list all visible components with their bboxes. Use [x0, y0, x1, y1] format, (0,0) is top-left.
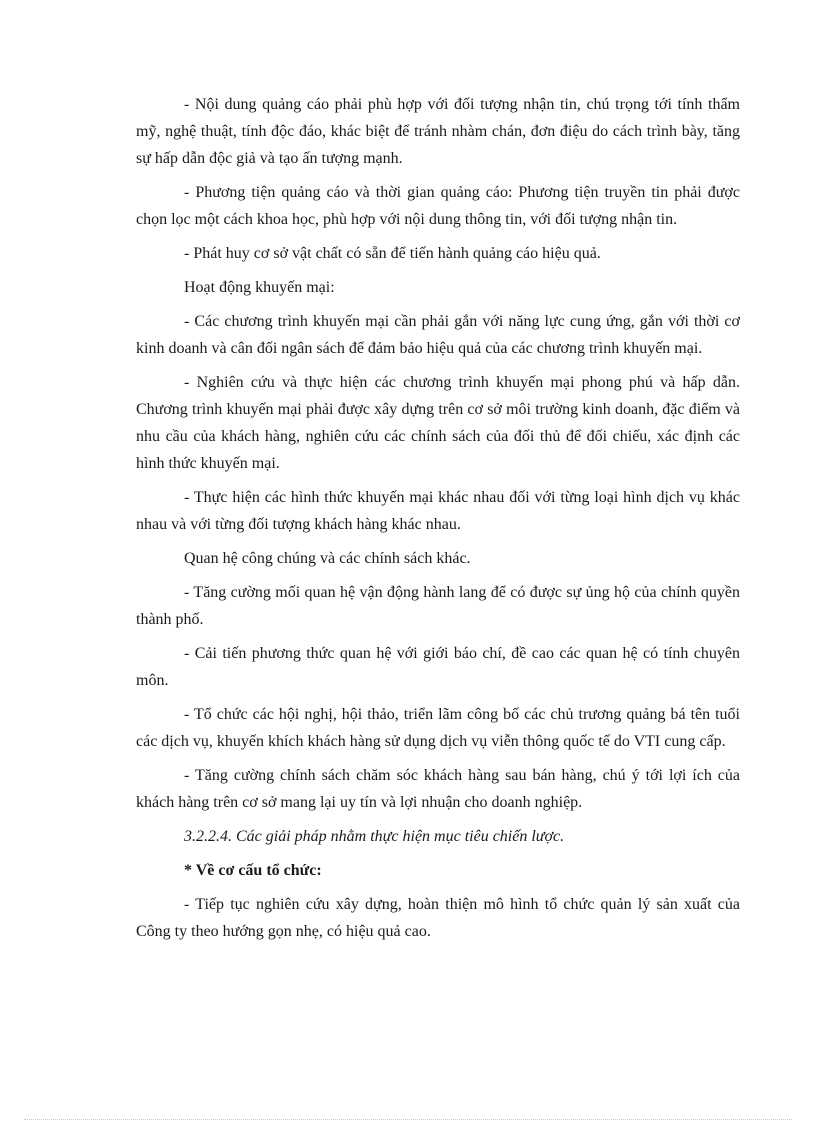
paragraph-promotion-capacity: - Các chương trình khuyến mại cần phải gắn với năng lực cung ứng, gắn với thời cơ kinh doanh và cân đối ngân sách để đảm bảo hiệu quả của các chương trình khuyến mại.: [136, 313, 740, 357]
page-bottom-divider: [24, 1119, 792, 1120]
paragraph-ad-media: - Phương tiện quảng cáo và thời gian quảng cáo: Phương tiện truyền tin phải được chọn lọc một cách khoa học, phù hợp với nội dung thông tin, với đối tượng nhận tin.: [136, 183, 740, 228]
paragraph-ad-content: - Nội dung quảng cáo phải phù hợp với đối tượng nhận tin, chú trọng tới tính thẩm mỹ, nghệ thuật, tính độc đáo, khác biệt để tránh nhàm chán, đơn điệu do cách trình bày, tăng sự hấp dẫn độc giả và tạo ấn tượng mạnh.: [136, 96, 740, 167]
subheading-organization: * Về cơ cấu tổ chức:: [184, 862, 322, 879]
paragraph-lobbying: - Tăng cường mối quan hệ vận động hành lang để có được sự ủng hộ của chính quyền thành phố.: [136, 583, 740, 628]
paragraph-pr-heading: Quan hệ công chúng và các chính sách khác.: [184, 549, 471, 567]
paragraph-promotion-heading: Hoạt động khuyến mại:: [184, 278, 335, 296]
paragraph-promotion-forms: - Thực hiện các hình thức khuyến mại khác nhau đối với từng loại hình dịch vụ khác nhau và với từng đối tượng khách hàng khác nhau.: [136, 488, 740, 533]
paragraph-events: - Tổ chức các hội nghị, hội thảo, triển lãm công bố các chủ trương quảng bá tên tuổi các dịch vụ, khuyến khích khách hàng sử dụng dịch vụ viễn thông quốc tế do VTI cung cấp.: [136, 705, 740, 750]
paragraph-facilities: - Phát huy cơ sở vật chất có sẵn để tiến hành quảng cáo hiệu quả.: [184, 244, 601, 262]
paragraph-customer-care: - Tăng cường chính sách chăm sóc khách hàng sau bán hàng, chú ý tới lợi ích của khách hàng trên cơ sở mang lại uy tín và lợi nhuận cho doanh nghiệp.: [136, 766, 740, 811]
document-page: [136, 92, 740, 953]
paragraph-organization-model: - Tiếp tục nghiên cứu xây dựng, hoàn thiện mô hình tổ chức quản lý sản xuất của Công ty theo hướng gọn nhẹ, có hiệu quả cao.: [136, 896, 740, 940]
section-heading-3-2-2-4: 3.2.2.4. Các giải pháp nhằm thực hiện mục tiêu chiến lược.: [184, 827, 565, 845]
paragraph-promotion-research: - Nghiên cứu và thực hiện các chương trình khuyến mại phong phú và hấp dẫn. Chương trình khuyến mại phải được xây dựng trên cơ sở môi trường kinh doanh, đặc điểm và nhu cầu của khách hàng, nghiên cứu các chính sách của đối thủ để đối chiếu, xác định các hình thức khuyến mại.: [136, 374, 740, 472]
paragraph-press-relations: - Cải tiến phương thức quan hệ với giới báo chí, đề cao các quan hệ có tính chuyên môn.: [136, 644, 740, 689]
